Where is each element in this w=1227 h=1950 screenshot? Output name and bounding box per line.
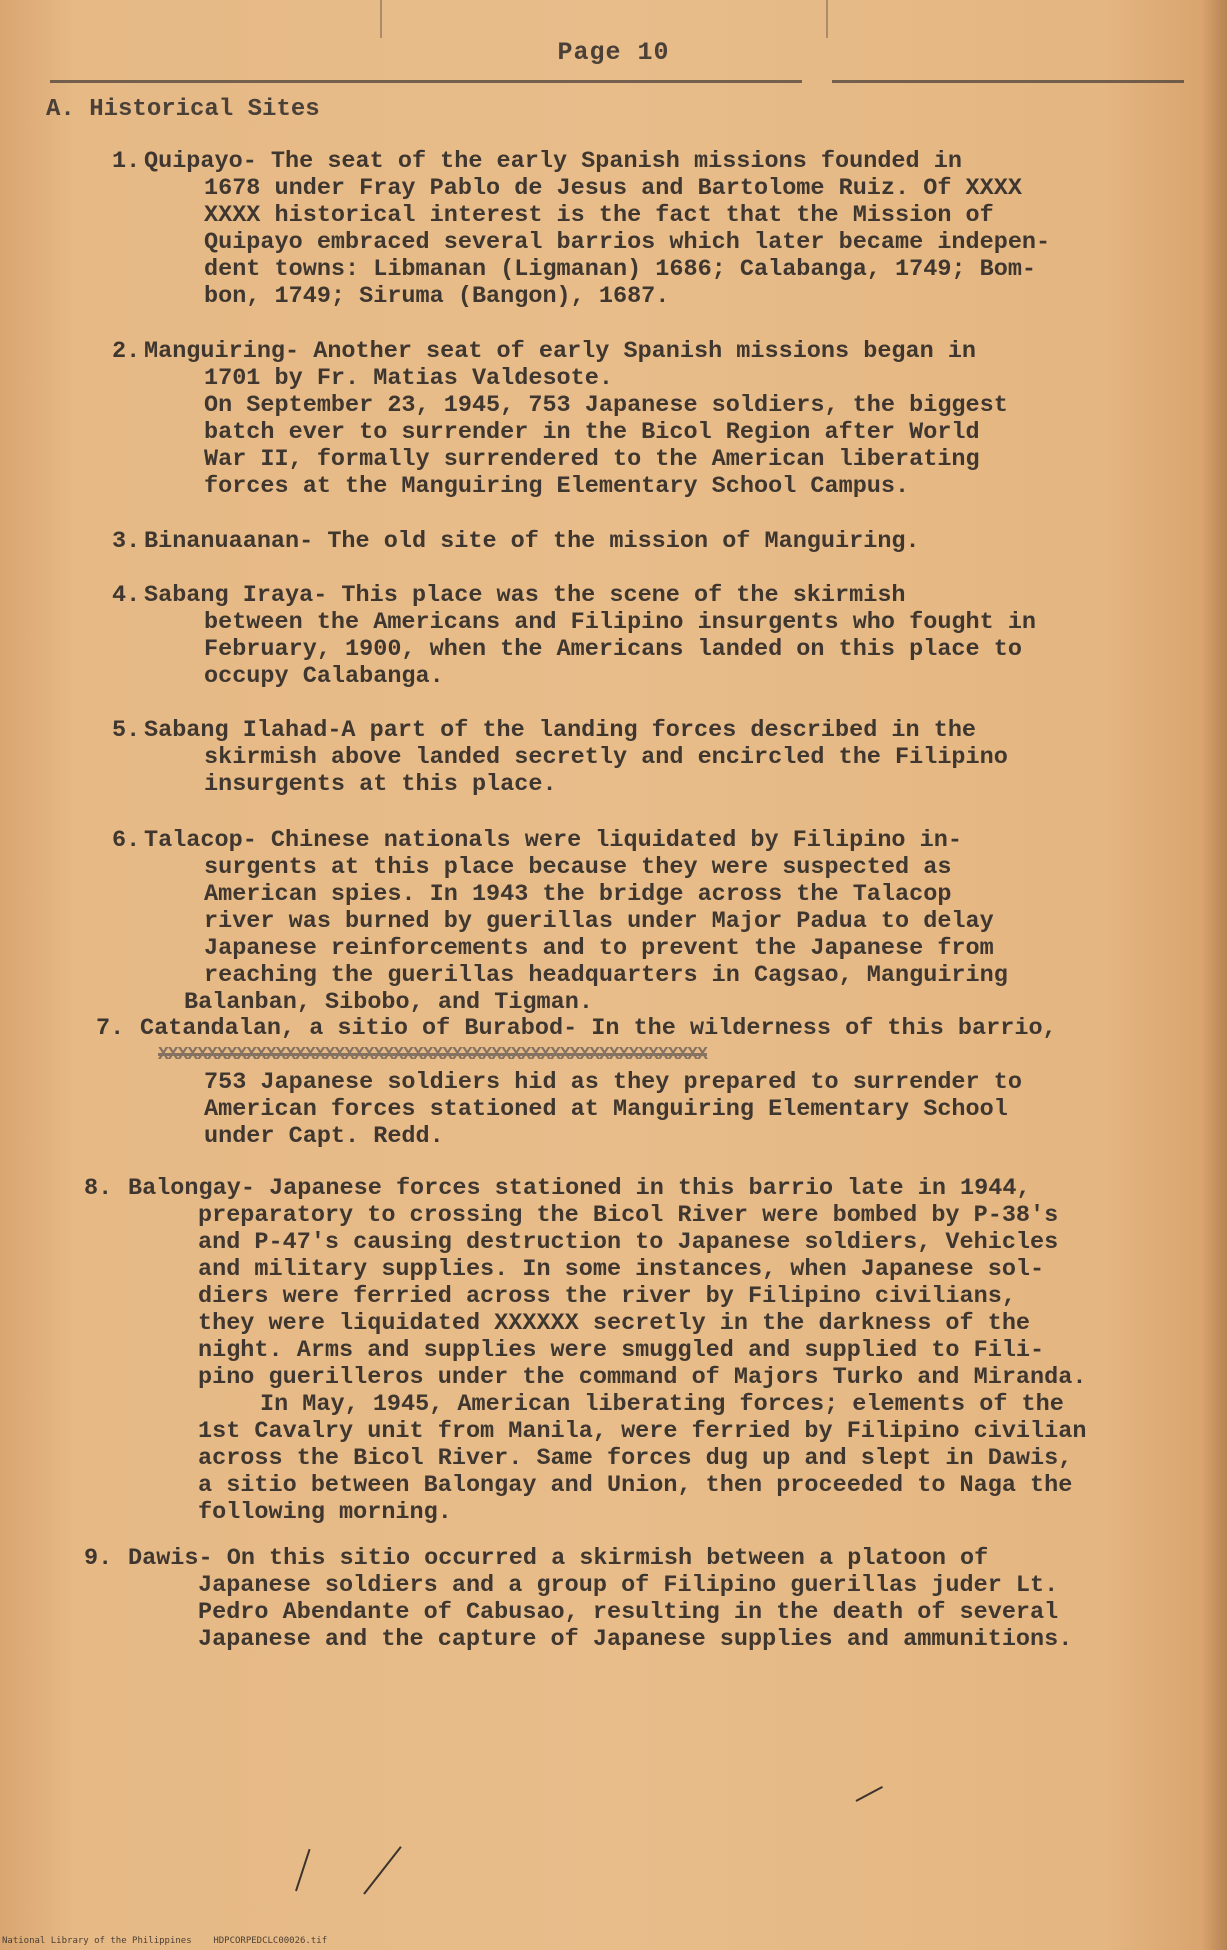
entry-line: Catandalan, a sitio of Burabod- In the wilderness of this barrio, [140, 1015, 1057, 1042]
entry-line: Japanese and the capture of Japanese supplies and ammunitions. [198, 1626, 1073, 1653]
entry-number: 1. [112, 148, 141, 175]
entry-line: under Capt. Redd. [204, 1123, 444, 1150]
archive-footer: National Library of the Philippines HDPCORPEDCLC00026.tif [2, 1936, 328, 1946]
entry-line: skirmish above landed secretly and encircled the Filipino [204, 744, 1008, 771]
struck-through-line: XXXXXXXXXXXXXXXXXXXXXXXXXXXXXXXXXXXXXXXXXXXXXXXXXXXXXXXX [158, 1045, 707, 1065]
entry-line: Sabang Ilahad-A part of the landing forces described in the [144, 717, 977, 744]
entry-number: 9. [84, 1545, 113, 1572]
entry-line: night. Arms and supplies were smuggled and supplied to Fili- [198, 1337, 1045, 1364]
entry-number: 3. [112, 528, 141, 555]
entry-line: Balongay- Japanese forces stationed in this barrio late in 1944, [128, 1175, 1031, 1202]
entry-line: Sabang Iraya- This place was the scene of the skirmish [144, 582, 906, 609]
entry-line: 1678 under Fray Pablo de Jesus and Bartolome Ruiz. Of XXXX [204, 175, 1022, 202]
entry-line: Binanuaanan- The old site of the mission of Manguiring. [144, 528, 920, 555]
entry-9 [84, 1545, 1072, 1653]
entry-line: Japanese reinforcements and to prevent the Japanese from [204, 935, 994, 962]
entry-line: Manguiring- Another seat of early Spanish missions began in [144, 338, 977, 365]
entry-number: 2. [112, 338, 141, 365]
entry-4 [112, 582, 1036, 690]
entry-line: bon, 1749; Siruma (Bangon), 1687. [204, 283, 670, 310]
entry-line: On September 23, 1945, 753 Japanese soldiers, the biggest [204, 392, 1008, 419]
entry-line: In May, 1945, American liberating forces; elements of the [260, 1391, 1064, 1418]
entry-line: American spies. In 1943 the bridge across the Talacop [204, 881, 952, 908]
entry-number: 7. [96, 1015, 125, 1042]
entry-line: 753 Japanese soldiers hid as they prepared to surrender to [204, 1069, 1022, 1096]
entry-line: and military supplies. In some instances, when Japanese sol- [198, 1256, 1045, 1283]
entry-line: a sitio between Balongay and Union, then proceeded to Naga the [198, 1472, 1073, 1499]
entry-line: Balanban, Sibobo, and Tigman. [184, 989, 593, 1016]
entry-line: Talacop- Chinese nationals were liquidated by Filipino in- [144, 827, 962, 854]
entry-number: 5. [112, 717, 141, 744]
entry-line: batch ever to surrender in the Bicol Region after World [204, 419, 980, 446]
entry-line: Japanese soldiers and a group of Filipino guerillas juder Lt. [198, 1572, 1059, 1599]
entry-line: diers were ferried across the river by Filipino civilians, [198, 1283, 1016, 1310]
paper-fold-mark [826, 0, 828, 38]
entry-5 [112, 717, 1008, 798]
entry-3 [112, 528, 920, 555]
entry-line: they were liquidated XXXXXX secretly in the darkness of the [198, 1310, 1031, 1337]
entry-6 [112, 827, 1008, 1016]
entry-line: Dawis- On this sitio occurred a skirmish between a platoon of [128, 1545, 989, 1572]
entry-line: between the Americans and Filipino insurgents who fought in [204, 609, 1037, 636]
entry-line: surgents at this place because they were suspected as [204, 854, 952, 881]
entry-line: reaching the guerillas headquarters in Cagsao, Manguiring [204, 962, 1008, 989]
entry-line: 1st Cavalry unit from Manila, were ferried by Filipino civilian [198, 1418, 1087, 1445]
pen-mark [363, 1846, 402, 1895]
pen-mark [295, 1849, 310, 1891]
entry-7 [96, 1015, 1057, 1150]
entry-number: 8. [84, 1175, 113, 1202]
header-rule [832, 80, 1184, 83]
entry-line: forces at the Manguiring Elementary School Campus. [204, 473, 910, 500]
entry-line: river was burned by guerillas under Major Padua to delay [204, 908, 994, 935]
paper-fold-mark [380, 0, 382, 38]
pen-mark [856, 1786, 883, 1802]
entry-line: American forces stationed at Manguiring Elementary School [204, 1096, 1008, 1123]
entry-line: dent towns: Libmanan (Ligmanan) 1686; Calabanga, 1749; Bom- [204, 256, 1037, 283]
entry-line: preparatory to crossing the Bicol River were bombed by P-38's [198, 1202, 1059, 1229]
entry-8 [84, 1175, 1086, 1526]
entry-line: pino guerilleros under the command of Majors Turko and Miranda. [198, 1364, 1087, 1391]
entry-line: across the Bicol River. Same forces dug up and slept in Dawis, [198, 1445, 1073, 1472]
entry-1 [112, 148, 1050, 310]
entry-line: War II, formally surrendered to the American liberating [204, 446, 980, 473]
entry-line: Quipayo embraced several barrios which later became indepen- [204, 229, 1051, 256]
entry-line: and P-47's causing destruction to Japanese soldiers, Vehicles [198, 1229, 1059, 1256]
entry-number: 6. [112, 827, 141, 854]
entry-number: 4. [112, 582, 141, 609]
entry-line: Quipayo- The seat of the early Spanish missions founded in [144, 148, 962, 175]
entry-2 [112, 338, 1008, 500]
entry-line: occupy Calabanga. [204, 663, 444, 690]
page-number: Page 10 [557, 38, 670, 67]
entry-line: 1701 by Fr. Matias Valdesote. [204, 365, 613, 392]
entry-line: insurgents at this place. [204, 771, 557, 798]
paper-edge-shadow [1201, 0, 1227, 1950]
entry-line: February, 1900, when the Americans landed on this place to [204, 636, 1022, 663]
header-rule [50, 80, 802, 83]
section-heading: A. Historical Sites [46, 96, 320, 123]
entry-line: Pedro Abendante of Cabusao, resulting in the death of several [198, 1599, 1059, 1626]
entry-line: XXXX historical interest is the fact that the Mission of [204, 202, 994, 229]
entry-line: following morning. [198, 1499, 452, 1526]
